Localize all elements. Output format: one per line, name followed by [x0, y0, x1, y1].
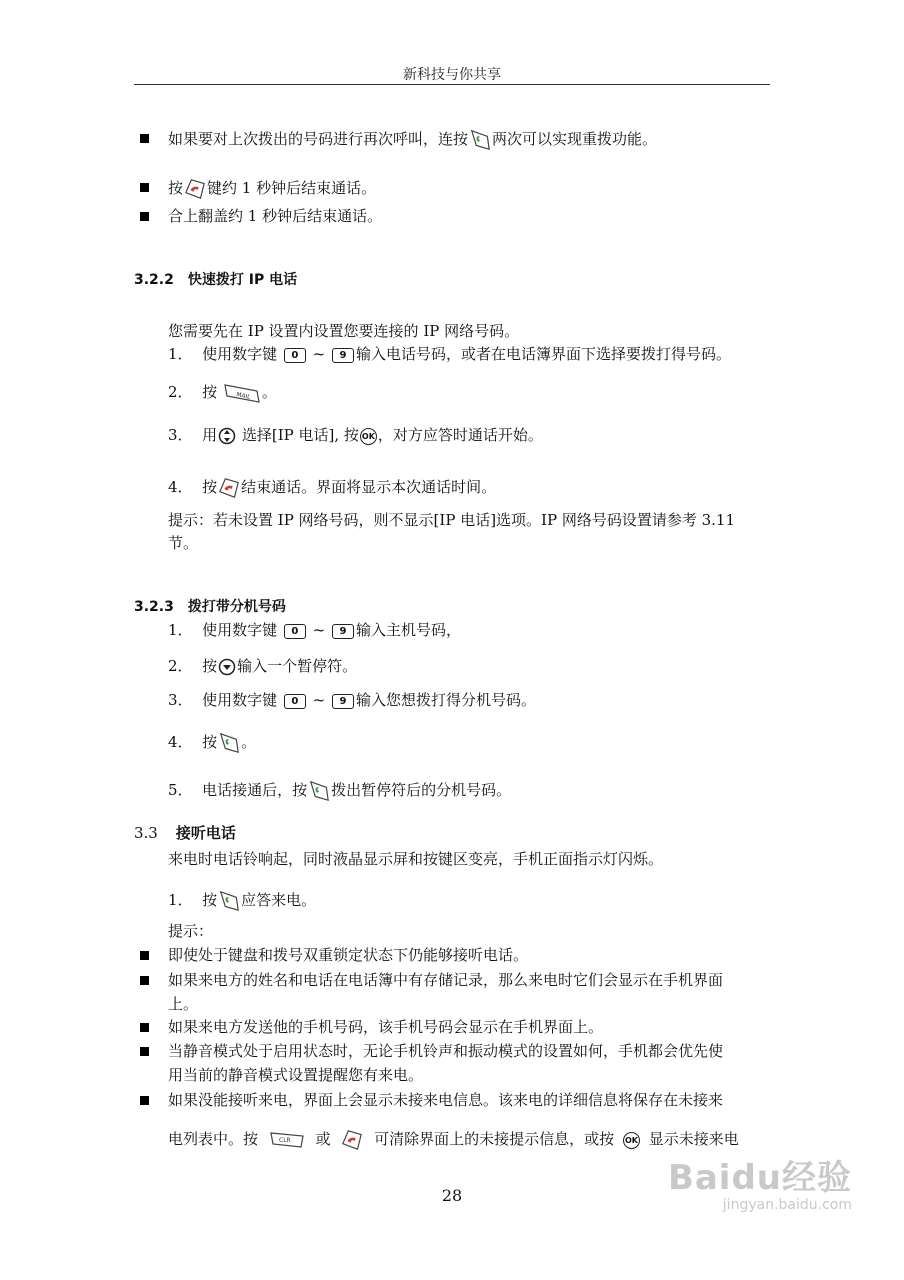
svg-text:MAIL: MAIL [235, 391, 252, 401]
step-5 [168, 779, 511, 803]
section-heading-3-2-2: 3.2.2 快速拨打 IP 电话 [134, 272, 298, 288]
step-text: 拨出暂停符后的分机号码。 [331, 781, 512, 799]
note-line: 节。 [168, 534, 199, 552]
bullet-close-flip: 合上翻盖约 1 秒钟后结束通话。 [168, 207, 383, 225]
ok-key-icon: OK [623, 1132, 640, 1149]
watermark-url: jingyan.baidu.com [722, 1197, 852, 1213]
section-heading-3-2-3: 3.2.3 拨打带分机号码 [134, 599, 286, 615]
bullet-text: 按 [168, 179, 184, 197]
step-text: 输入您想拨打得分机号码。 [356, 691, 537, 709]
bullet-marker [140, 951, 149, 960]
step-number: 3． [168, 691, 193, 709]
step-text: 按 [202, 478, 218, 496]
key-9-icon: 9 [332, 348, 354, 363]
mail-key-icon [223, 382, 261, 404]
step-3 [168, 690, 536, 710]
watermark [668, 1150, 852, 1213]
header-rule [134, 84, 770, 85]
step-2 [168, 656, 357, 676]
tip-bullet-continuation: 上。 [168, 995, 199, 1013]
section-number: 3.3 [134, 824, 158, 842]
bullet-text: 如果要对上次拨出的号码进行再次呼叫，连按 [168, 130, 469, 148]
bullet-end-key [168, 177, 376, 201]
watermark-logo: Baidu经验 [667, 1158, 852, 1198]
tilde: ~ [312, 621, 326, 639]
step-number: 2． [168, 383, 193, 401]
svg-text:CLR: CLR [278, 1137, 291, 1144]
section-title: 接听电话 [175, 824, 236, 842]
step-text: ，对方应答时通话开始。 [377, 426, 543, 444]
clr-key-icon [269, 1130, 305, 1150]
step-number: 2． [168, 657, 193, 675]
step-text: 可清除界面上的未接提示信息，或按 [374, 1130, 615, 1148]
step-text: 输入电话号码，或者在电话簿界面下选择要拨打得号码。 [356, 345, 732, 363]
bullet-text: 键约 1 秒钟后结束通话。 [207, 179, 377, 197]
bullet-marker [140, 1023, 149, 1032]
step-text: 结束通话。界面将显示本次通话时间。 [241, 478, 497, 496]
step-text: 使用数字键 [202, 345, 278, 363]
key-0-icon: 0 [284, 694, 306, 709]
step-text: 输入一个暂停符。 [237, 657, 358, 675]
tip-label: 提示： [168, 922, 214, 940]
page-header: 新科技与你共享 [403, 67, 501, 83]
ok-key-icon: OK [360, 428, 377, 445]
bullet-text: 两次可以实现重拨功能。 [492, 130, 658, 148]
tip-bullet: 如果没能接听来电，界面上会显示未接来电信息。该来电的详细信息将保存在未接来 [168, 1091, 724, 1109]
step-number: 3． [168, 426, 193, 444]
send-key-icon [308, 779, 330, 803]
send-key-icon [218, 731, 240, 755]
step-1 [168, 620, 461, 640]
bullet-redial [168, 128, 657, 152]
step-text: 按 [202, 657, 218, 675]
key-0-icon: 0 [284, 348, 306, 363]
step-text: 使用数字键 [202, 691, 278, 709]
key-9-icon: 9 [332, 624, 354, 639]
step-text: 显示未接来电 [648, 1130, 739, 1148]
page-number: 28 [441, 1186, 463, 1205]
step-text: 输入主机号码， [356, 621, 462, 639]
step-text: 电话接通后，按 [202, 781, 308, 799]
step-number: 1． [168, 621, 193, 639]
tilde: ~ [312, 691, 326, 709]
step-text: 电列表中。按 [168, 1130, 259, 1148]
tip-bullet: 如果来电方的姓名和电话在电话簿中有存储记录，那么来电时它们会显示在手机界面 [168, 971, 724, 989]
step-text: 选择[IP 电话], 按 [241, 426, 359, 444]
bullet-marker [140, 1047, 149, 1056]
step-4 [168, 476, 496, 500]
step-number: 1． [168, 891, 193, 909]
key-0-icon: 0 [284, 624, 306, 639]
nav-down-icon [218, 658, 236, 676]
note-line: 提示：若未设置 IP 网络号码，则不显示[IP 电话]选项。IP 网络号码设置请参考 3.11 [168, 511, 736, 529]
step-text: 按 [202, 383, 218, 401]
bullet-marker [140, 183, 149, 192]
step-number: 1． [168, 345, 193, 363]
tilde: ~ [312, 345, 326, 363]
step-text: 。 [261, 383, 277, 401]
send-key-icon [218, 889, 240, 913]
tip-bullet-continuation: 用当前的静音模式设置提醒您有来电。 [168, 1066, 424, 1084]
step-text: 。 [241, 733, 257, 751]
end-key-icon [341, 1128, 363, 1152]
step-text: 按 [202, 891, 218, 909]
nav-up-down-icon [218, 427, 236, 445]
step-2 [168, 382, 277, 404]
tip-bullet: 当静音模式处于启用状态时，无论手机铃声和振动模式的设置如何，手机都会优先使 [168, 1042, 724, 1060]
end-key-icon [184, 177, 206, 201]
bullet-marker [140, 1096, 149, 1105]
tip-bullet: 如果来电方发送他的手机号码，该手机号码会显示在手机界面上。 [168, 1018, 604, 1036]
send-key-icon [469, 128, 491, 152]
key-9-icon: 9 [332, 694, 354, 709]
step-4 [168, 731, 256, 755]
section-heading-3-3 [134, 822, 236, 843]
step-3 [168, 425, 543, 445]
step-1 [168, 889, 316, 913]
section-intro: 来电时电话铃响起，同时液晶显示屏和按键区变亮，手机正面指示灯闪烁。 [168, 850, 664, 868]
step-text: 应答来电。 [241, 891, 317, 909]
step-text: 用 [202, 426, 218, 444]
bullet-marker [140, 212, 149, 221]
tip-bullet: 即使处于键盘和拨号双重锁定状态下仍能够接听电话。 [168, 946, 529, 964]
step-number: 5． [168, 781, 193, 799]
section-intro: 您需要先在 IP 设置内设置您要连接的 IP 网络号码。 [168, 322, 520, 340]
step-1 [168, 344, 731, 364]
step-text: 或 [315, 1130, 331, 1148]
step-number: 4． [168, 733, 193, 751]
step-text: 按 [202, 733, 218, 751]
step-number: 4． [168, 478, 193, 496]
bullet-marker [140, 134, 149, 143]
step-text: 使用数字键 [202, 621, 278, 639]
tip-bullet-continuation [168, 1128, 739, 1152]
bullet-marker [140, 976, 149, 985]
end-key-icon [218, 476, 240, 500]
